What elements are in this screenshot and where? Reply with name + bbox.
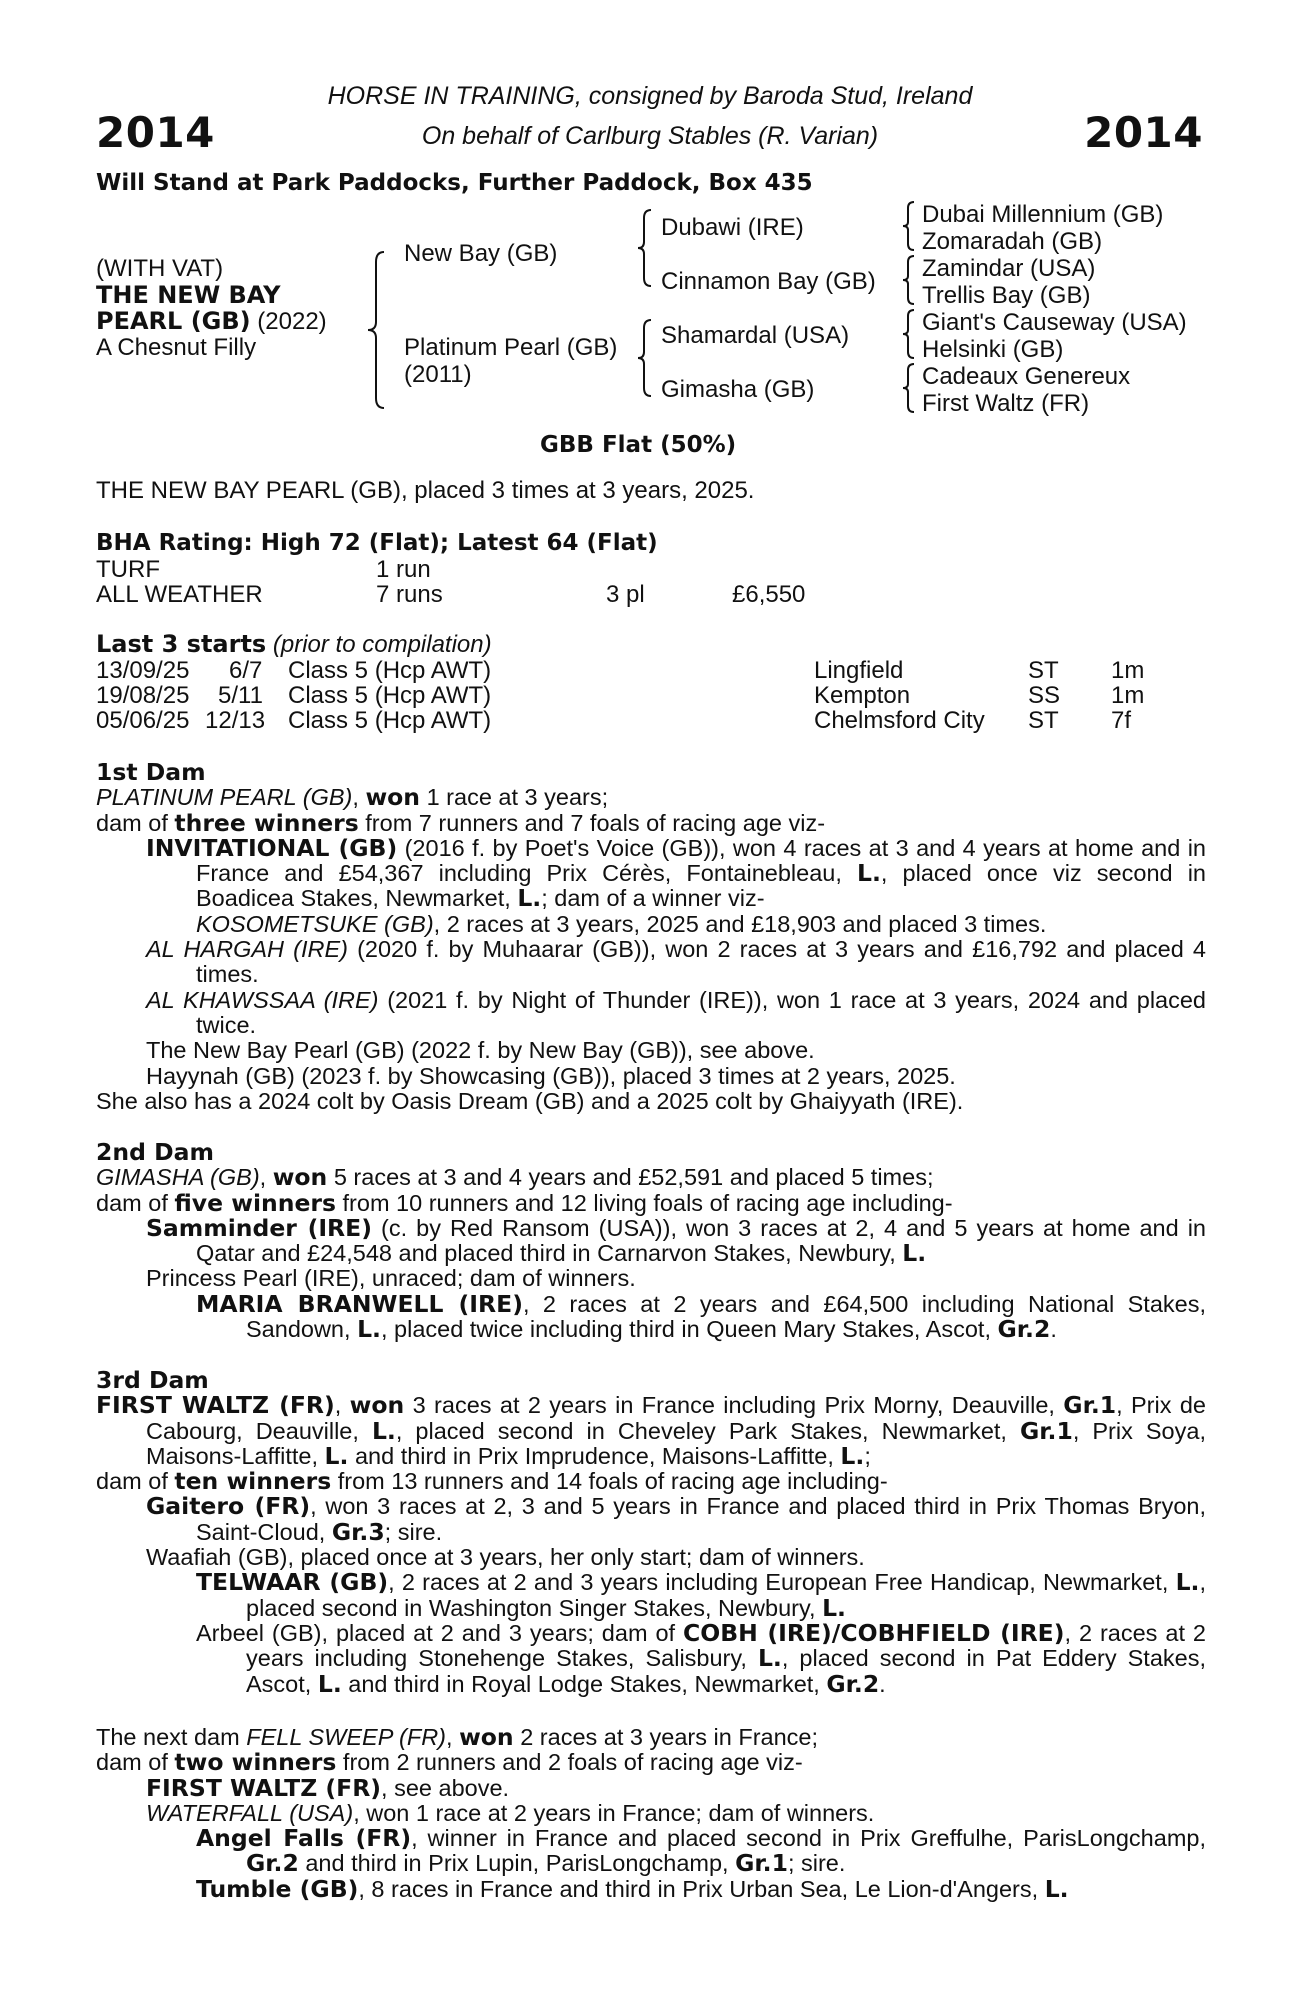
pedigree-sire-dam: Cinnamon Bay (GB) [661,268,876,295]
pedigree-g5: Giant's Causeway (USA) [922,309,1187,336]
next-dam-produce-line: dam of two winners from 2 runners and 2 foals of racing age viz- [96,1748,803,1777]
first-dam-section [96,760,1206,1114]
produce-telwaar: TELWAAR (GB), 2 races at 2 and 3 years including European Free Handicap, Newmarket, L., placed second in Washington Singer Stakes, Newbury, L. [196,1568,1207,1622]
produce-first-waltz: FIRST WALTZ (FR), see above. [146,1773,510,1802]
pedigree-dam-sire: Shamardal (USA) [661,322,850,349]
consignor-line: HORSE IN TRAINING, consigned by Baroda Stud, Ireland [327,82,973,110]
produce-kosometsuke: KOSOMETSUKE (GB), 2 races at 3 years, 2025 and £18,903 and placed 3 times. [196,910,1047,937]
produce-angel-falls: Angel Falls (FR), winner in France and placed second in Prix Greffulhe, ParisLongchamp, Gr.2 and third in Prix Lupin, ParisLongchamp, Gr.1; sire. [196,1824,1206,1878]
horse-name-1: THE NEW BAY [96,281,281,309]
pedigree-bracket-g1 [900,200,918,252]
produce-waterfall: WATERFALL (USA), won 1 race at 2 years in France; dam of winners. [146,1799,875,1826]
next-dam-name-line: The next dam FELL SWEEP (FR), won 2 races at 3 years in France; [96,1723,819,1751]
produce-al-khawssaa: AL KHAWSSAA (IRE) (2021 f. by Night of Thunder (IRE)), won 1 race at 3 years, 2024 and placed twice. [146,986,1206,1038]
pedigree-bracket-sire [635,208,655,288]
gbb-label: GBB Flat (50%) [540,432,737,458]
second-dam-section [96,1140,1206,1342]
produce-tumble: Tumble (GB), 8 races in France and third in Prix Urban Sea, Le Lion-d'Angers, L. [196,1874,1069,1903]
year-right: 2014 [1084,108,1203,157]
vat-note: (WITH VAT) [96,255,224,282]
second-dam-produce-line: dam of five winners from 10 runners and 12 living foals of racing age including- [96,1188,953,1217]
next-dam-section [96,1725,1206,1902]
second-dam-heading: 2nd Dam [96,1138,214,1166]
produce-maria-branwell: MARIA BRANWELL (IRE), 2 races at 2 years and £64,500 including National Stakes, Sandown, L., placed twice including third in Queen Mary Stakes, Ascot, Gr.2. [196,1289,1206,1344]
pedigree-dam: Platinum Pearl (GB) [404,334,618,361]
pedigree-bracket-main [364,250,388,410]
produce-samminder: Samminder (IRE) (c. by Red Ransom (USA)), won 3 races at 2, 4 and 5 years at home and in Qatar and £24,548 and placed third in Carnarvon Stakes, Newbury, L. [146,1213,1206,1268]
pedigree-g4: Trellis Bay (GB) [922,282,1091,309]
horse-name-2: PEARL (GB) (2022) [96,307,327,335]
produce-colts: She also has a 2024 colt by Oasis Dream (GB) and a 2025 colt by Ghaiyyath (IRE). [96,1087,964,1114]
pedigree-bracket-g4 [900,362,918,414]
produce-princess-pearl: Princess Pearl (IRE), unraced; dam of winners. [146,1265,636,1292]
first-dam-heading: 1st Dam [96,758,206,786]
first-dam-produce-line: dam of three winners from 7 runners and 7 foals of racing age viz- [96,808,826,837]
produce-al-hargah: AL HARGAH (IRE) (2020 f. by Muhaarar (GB)), won 2 races at 3 years and £16,792 and placed 4 times. [146,936,1206,988]
pedigree-g6: Helsinki (GB) [922,336,1064,363]
pedigree-bracket-g2 [900,254,918,306]
pedigree-dam-dam: Gimasha (GB) [661,376,815,403]
produce-arbeel: Arbeel (GB), placed at 2 and 3 years; dam of COBH (IRE)/COBHFIELD (IRE), 2 races at 2 years including Stonehenge Stakes, Salisbury, L., placed second in Pat Eddery Stakes, Ascot, L. and third in Royal Lodge Stakes, Newmarket, Gr.2. [196,1618,1206,1698]
third-dam-produce-line: dam of ten winners from 13 runners and 14 foals of racing age including- [96,1467,888,1496]
pedigree-g7: Cadeaux Genereux [922,363,1131,390]
produce-invitational: INVITATIONAL (GB) (2016 f. by Poet's Voice (GB)), won 4 races at 3 and 4 years at home and in France and £54,367 including Prix Cérès, Fontainebleau, L., placed once viz second in Boadicea Stakes, Newmarket, L.; dam of a winner viz- [146,833,1206,913]
third-dam-heading: 3rd Dam [96,1366,209,1394]
produce-hayynah: Hayynah (GB) (2023 f. by Showcasing (GB)), placed 3 times at 2 years, 2025. [146,1062,956,1089]
third-dam-section [96,1368,1206,1697]
summary: THE NEW BAY PEARL (GB), placed 3 times at 3 years, 2025. [96,477,755,504]
pedigree-sire: New Bay (GB) [404,240,558,267]
second-dam-name-line: GIMASHA (GB), won 5 races at 3 and 4 years and £52,591 and placed 5 times; [96,1163,934,1192]
pedigree-g8: First Waltz (FR) [922,390,1090,417]
horse-description: A Chesnut Filly [96,334,257,361]
produce-new-bay-pearl: The New Bay Pearl (GB) (2022 f. by New Bay (GB)), see above. [146,1037,815,1064]
pedigree-sire-sire: Dubawi (IRE) [661,214,804,241]
pedigree-bracket-g3 [900,308,918,360]
first-dam-name-line: PLATINUM PEARL (GB), won 1 race at 3 years; [96,783,609,812]
pedigree-g2: Zomaradah (GB) [922,228,1103,255]
location-line: Will Stand at Park Paddocks, Further Paddock, Box 435 [96,170,813,196]
third-dam-name-line: FIRST WALTZ (FR), won 3 races at 2 years in France including Prix Morny, Deauville, Gr.1, Prix de Cabourg, Deauville, L., placed second in Cheveley Park Stakes, Newmarket, Gr.1, Prix Soya, Maisons-Laffitte, L. and third in Prix Imprudence, Maisons-Laffitte, L.; [96,1391,1206,1470]
pedigree-g1: Dubai Millennium (GB) [922,201,1164,228]
produce-gaitero: Gaitero (FR), won 3 races at 2, 3 and 5 years in France and placed third in Prix Thomas Bryon, Saint-Cloud, Gr.3; sire. [146,1492,1206,1546]
pedigree-bracket-dam [635,318,655,398]
produce-waafiah: Waafiah (GB), placed once at 3 years, her only start; dam of winners. [146,1544,865,1571]
year-left: 2014 [96,108,215,157]
pedigree-dam-year: (2011) [404,361,472,388]
bha-rating: BHA Rating: High 72 (Flat); Latest 64 (Flat) [96,530,658,556]
pedigree-g3: Zamindar (USA) [922,255,1096,282]
starts-heading: Last 3 starts (prior to compilation) [96,630,492,658]
vendor-line: On behalf of Carlburg Stables (R. Varian) [421,122,879,150]
